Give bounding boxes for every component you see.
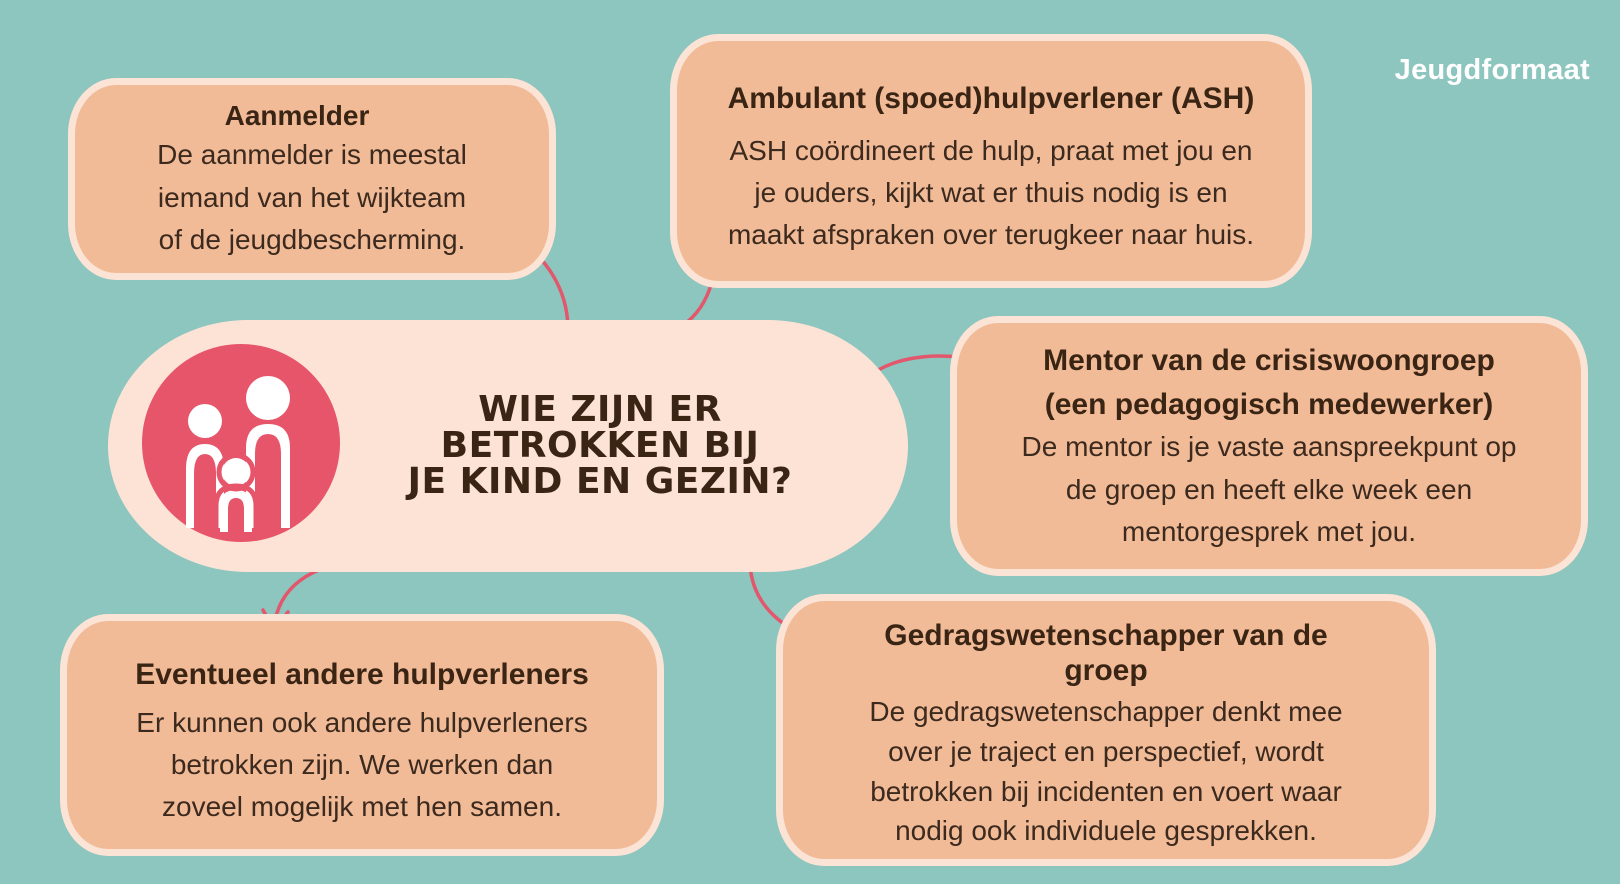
text-line: De mentor is je vaste aanspreekpunt op [1021, 431, 1517, 462]
title-line: groep [1064, 653, 1148, 687]
text-line: maakt afspraken over terugkeer naar huis. [727, 219, 1255, 251]
bubble-text [687, 130, 1295, 256]
bubble-mentor [950, 316, 1588, 576]
bubble-aanmelder [68, 78, 556, 280]
text-line: of de jeugdbescherming. [158, 224, 466, 256]
center-title [340, 389, 860, 502]
text-line: over je traject en perspectief, wordt [888, 735, 1324, 767]
text-line: betrokken zijn. We werken dan [170, 749, 554, 781]
title-line: Mentor van de crisiswoongroep [1043, 344, 1495, 377]
title-line: (een pedagogisch medewerker) [1044, 387, 1494, 421]
text-line: de groep en heeft elke week een [1065, 473, 1473, 505]
text-line: iemand van het wijkteam [157, 181, 467, 213]
text-line: De aanmelder is meestal [157, 139, 467, 171]
center-title-line: WIE ZIJN ER [478, 389, 722, 430]
text-line: ASH coördineert de hulp, praat met jou en [729, 135, 1253, 167]
bubble-ash [670, 34, 1312, 288]
text-line: Er kunnen ook andere hulpverleners [136, 707, 588, 739]
bubble-title [971, 339, 1567, 426]
bubble-title: Eventueel andere hulpverleners [135, 658, 589, 691]
center-title-line: BETROKKEN BIJ [440, 425, 760, 466]
text-line: betrokken bij incidenten en voert waar [870, 775, 1342, 807]
bubble-text [81, 702, 643, 828]
bubble-text [803, 692, 1409, 851]
bubble-title: Aanmelder [224, 100, 370, 131]
bubble-text [971, 426, 1567, 554]
text-line: mentorgesprek met jou. [1121, 516, 1417, 548]
bubble-gedragswetenschapper [776, 594, 1436, 866]
bubble-title [803, 619, 1409, 688]
text-line: De gedragswetenschapper denkt mee [869, 696, 1343, 727]
bubble-text [93, 134, 531, 262]
center-bubble [108, 320, 908, 572]
text-line: je ouders, kijkt wat er thuis nodig is en [754, 177, 1228, 209]
family-icon [142, 344, 340, 542]
text-line: nodig ook individuele gesprekken. [895, 815, 1317, 847]
bubble-title: Ambulant (spoed)hulpverlener (ASH) [727, 82, 1255, 115]
title-line: Gedragswetenschapper van de [884, 619, 1328, 652]
center-title-line: JE KIND EN GEZIN? [407, 461, 793, 502]
brand-logo: Jeugdformaat [1394, 54, 1590, 86]
text-line: zoveel mogelijk met hen samen. [162, 791, 562, 823]
bubble-andere-hulpverleners [60, 614, 664, 856]
